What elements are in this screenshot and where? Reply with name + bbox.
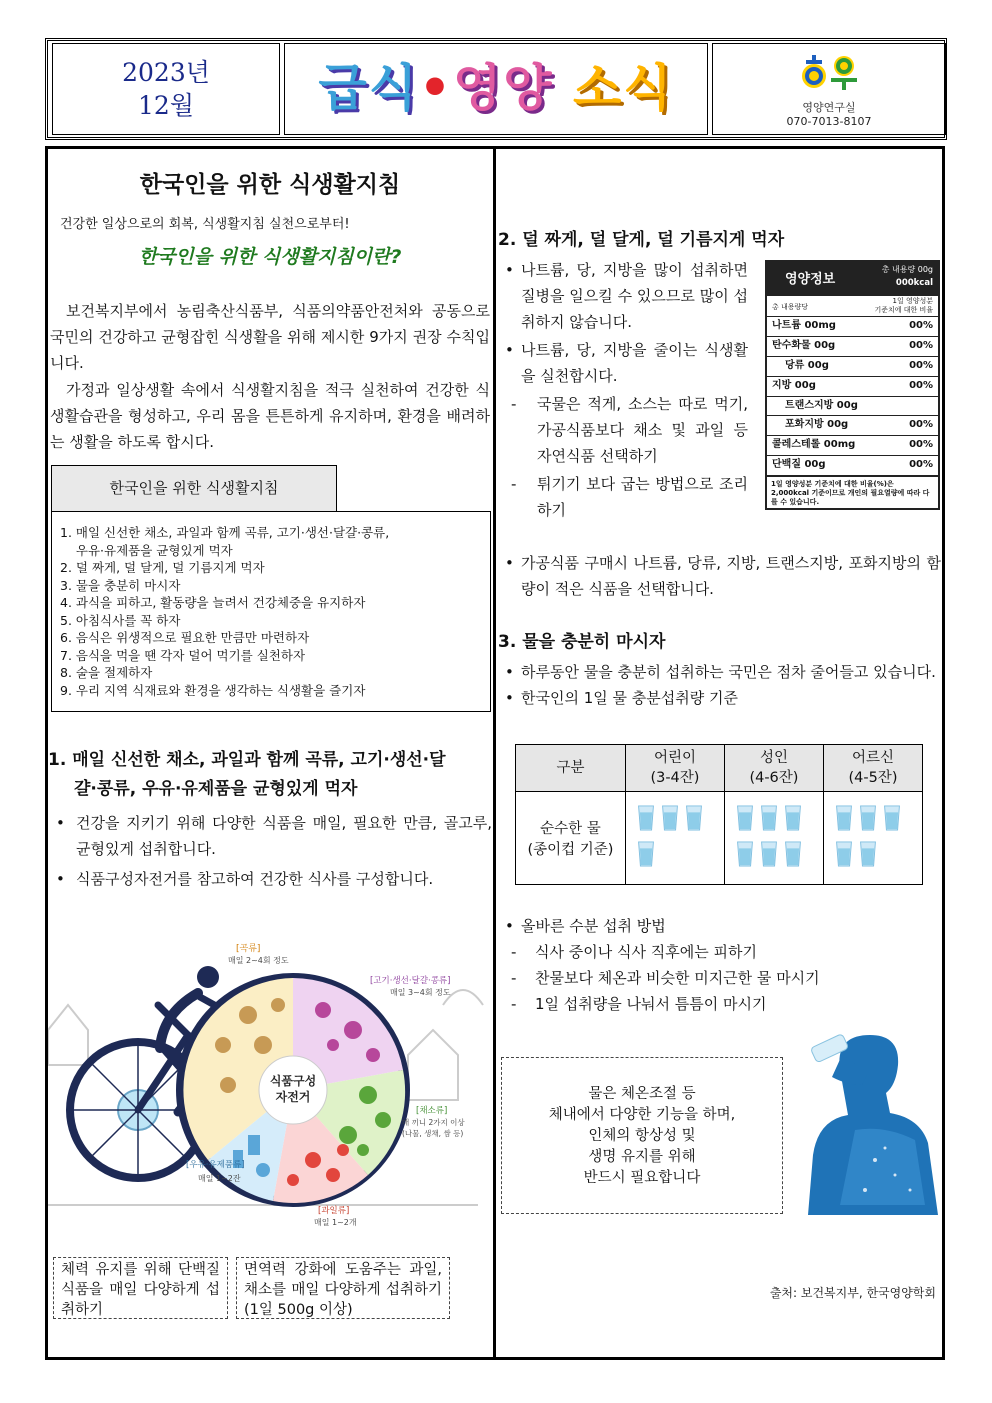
section-3-dash-1: 식사 중이나 식사 직후에는 피하기 [535,943,757,961]
list-item: - 1일 섭취량을 나눠서 틈틈이 마시기 [505,991,941,1017]
title-part-nutrition: 영양 [452,59,554,117]
nutrition-row [767,336,938,356]
guideline-item: 우유·유제품을 균형있게 먹자 [60,542,233,558]
table-header-child [625,745,724,792]
cups-child [625,792,724,885]
guideline-item: 3. 물을 충분히 마시자 [60,577,181,593]
list-item: - 식사 중이나 식사 직후에는 피하기 [505,939,941,965]
water-cup-icon [784,805,802,831]
guideline-item: 6. 음식은 위생적으로 필요한 만큼만 마련하자 [60,630,310,645]
source-credit: 출처: 보건복지부, 한국영양학회 [769,1286,936,1300]
wheel-fruit-sub: 매일 1~2개 [314,1218,357,1227]
org-logo [713,52,945,101]
wheel-dairy-label: [우유·유제품류] [186,1160,245,1170]
water-cup-icon [784,841,802,867]
nutrient-name: 포화지방 00g [785,419,849,431]
section-3-bullet-1: 하루동안 물을 충분히 섭취하는 국민은 점차 줄어들고 있습니다. [521,663,936,681]
list-item: • 한국인의 1일 물 충분섭취량 기준 [505,685,941,711]
guideline-item: 2. 덜 짜게, 덜 달게, 덜 기름지게 먹자 [60,560,265,575]
nutrition-row [767,396,938,416]
newsletter-header [45,38,947,140]
note-line: 물은 체온조절 등 [588,1086,696,1102]
header-label: 성인 [759,750,788,766]
guideline-question: 한국인을 위한 식생활지침이란? [138,246,402,268]
water-cup-icon [637,805,655,831]
org-phone: 070-7013-8107 [786,115,872,128]
list-item: • 식품구성자전거를 참고하여 건강한 식사를 구성합니다. [56,866,492,892]
guideline-item: 9. 우리 지역 식재료와 환경을 생각하는 식생활을 즐기자 [60,682,366,698]
water-cup-icon [859,805,877,831]
list-item: • 올바른 수분 섭취 방법 [505,913,941,939]
section-2-title: 2. 덜 짜게, 덜 달게, 덜 기름지게 먹자 [498,230,785,250]
org-dept: 영양연구실 [802,101,856,114]
header-cups: (4-5잔) [848,770,898,786]
section-1-bullet-2: 식품구성자전거를 참고하여 건강한 식사를 구성합니다. [76,870,434,888]
intro-paragraph-2: 가정과 일상생활 속에서 식생활지침을 적극 실천하여 건강한 식생활습관을 형성하고, 우리 몸을 튼튼하게 유지하며, 환경을 배려하는 생활을 하도록 합시다. [50,381,490,451]
nutrient-pct: 00% [909,339,933,351]
list-item: • 가공식품 구매시 나트륨, 당류, 지방, 트랜스지방, 포화지방의 함량이 적은 식품을 선택합니다. [505,550,941,602]
cups-senior [823,792,922,885]
nutrition-sub-left: 총 내용량당 [772,303,809,311]
section-3-dash-3: 1일 섭취량을 나눠서 틈틈이 마시기 [535,995,767,1013]
nutrient-pct: 00% [909,419,933,431]
water-cup-icon [685,805,703,831]
wheel-veg-sub2: (나물, 생채, 쌈 등) [402,1129,464,1138]
nutrition-row [767,356,938,376]
guideline-item: 7. 음식을 먹을 땐 각자 덜어 먹기를 실천하자 [60,647,306,663]
section-1-title-line1: 1. 매일 신선한 채소, 과일과 함께 곡류, 고기·생선·달 [48,750,446,770]
list-item: • 나트륨, 당, 지방을 많이 섭취하면 질병을 일으킬 수 있으므로 많이 섭취하지 않습니다. [505,257,748,335]
cups-adult [724,792,823,885]
note-line: 인체의 항상성 및 [588,1128,696,1144]
main-subtitle: 건강한 일상으로의 회복, 식생활지침 실천으로부터! [60,217,350,232]
nutrition-row [767,316,938,336]
header-label: 어린이 [653,750,696,766]
section-2-bullet-1: 나트륨, 당, 지방을 많이 섭취하면 질병을 일으킬 수 있으므로 많이 섭취하지 않습니다. [521,261,748,331]
section-2-dash-1: 국물은 적게, 소스는 따로 먹기, 가공식품보다 채소 및 과일 등 자연식품 선택하기 [537,395,748,465]
nutrition-row [767,455,938,475]
nutrient-name: 당류 00g [785,359,829,371]
wheel-veg-label: [채소류] [416,1106,448,1116]
water-cup-icon [883,805,901,831]
issue-year: 2023년 [122,58,210,87]
nutrient-name: 단백질 00g [772,459,826,471]
title-part-news: 소식 [573,59,674,117]
section-1-title-line2: 걀·콩류, 우유·유제품을 균형있게 먹자 [74,779,358,799]
water-cup-icon [736,841,754,867]
water-cup-icon [859,841,877,867]
nutrition-facts-label [765,260,940,510]
table-header-category: 구분 [516,745,626,792]
section-3-dash-2: 찬물보다 체온과 비슷한 미지근한 물 마시기 [535,969,820,987]
section-1-bullet-1: 건강을 지키기 위해 다양한 식품을 매일, 필요한 만큼, 골고루, 균형있게 섭취합니다. [76,814,492,858]
section-3-bullet-3: 올바른 수분 섭취 방법 [521,917,666,935]
guideline-item: 8. 술을 절제하자 [60,665,153,680]
list-item: - 찬물보다 체온과 비슷한 미지근한 물 마시기 [505,965,941,991]
list-item: - 튀기기 보다 굽는 방법으로 조리하기 [505,471,748,523]
table-row-label [516,792,626,885]
tip-box-protein: 체력 유지를 위해 단백질 식품을 매일 다양하게 섭취하기 [53,1257,228,1319]
section-3-method [505,913,941,1017]
nutrition-sub-right-2: 기준치에 대한 비율 [874,306,933,314]
water-cup-icon [760,805,778,831]
nutrient-name: 트랜스지방 00g [785,399,858,411]
nutrient-pct: 00% [909,379,933,391]
nutrient-name: 탄수화물 00g [772,339,836,351]
intro-paragraph-1: 보건복지부에서 농림축산식품부, 식품의약품안전처와 공동으로 국민의 건강하고 균형잡힌 식생활을 위해 제시한 9가지 권장 수칙입니다. [50,302,490,372]
list-item: • 건강을 지키기 위해 다양한 식품을 매일, 필요한 만큼, 골고루, 균형있게 섭취합니다. [56,810,492,862]
header-label: 어르신 [851,750,894,766]
section-1-title [48,746,496,804]
section-2-bullets [505,257,748,523]
note-line: 체내에서 다양한 기능을 하며, [548,1107,736,1123]
water-cup-icon [760,841,778,867]
nutrition-header [767,262,938,296]
issue-month: 12월 [138,91,194,120]
section-2-dash-2: 튀기기 보다 굽는 방법으로 조리하기 [537,475,748,519]
wheel-dairy-sub: 매일 1~2잔 [198,1174,241,1183]
section-2-bullet-3: 가공식품 구매시 나트륨, 당류, 지방, 트랜스지방, 포화지방의 함량이 적은 식품을 선택합니다. [521,554,941,598]
header-cups: (4-6잔) [749,770,799,786]
section-3-title: 3. 물을 충분히 마시자 [498,632,666,652]
title-dot: • [419,59,453,117]
issue-date [52,43,280,135]
nutrition-row [767,415,938,435]
water-cup-icon [736,805,754,831]
guideline-item: 1. 매일 신선한 채소, 과일과 함께 곡류, 고기·생선·달걀·콩류, [60,525,390,540]
water-cup-icon [661,805,679,831]
guideline-item: 5. 아침식사를 꼭 하자 [60,612,181,628]
table-header-adult [724,745,823,792]
list-item: - 국물은 적게, 소스는 따로 먹기, 가공식품보다 채소 및 과일 등 자연식품 선택하기 [505,391,748,469]
org-logo-block [712,43,946,135]
haw-logo-icon [799,52,859,92]
section-2-bullet-2: 나트륨, 당, 지방을 줄이는 식생활을 실천합시다. [521,341,748,385]
nutrient-pct: 00% [909,459,933,471]
water-importance-note [501,1057,783,1214]
nutrient-pct: 00% [909,439,933,451]
water-cup-icon [835,805,853,831]
section-3-bullet-2: 한국인의 1일 물 충분섭취량 기준 [521,689,738,707]
wheel-center-label-1: 식품구성 [269,1074,317,1088]
section-1-bullets [56,810,492,892]
wheel-grain-sub: 매일 2~4회 정도 [228,956,289,965]
drinking-water-person-illustration [795,1030,940,1215]
wheel-center-label-2: 자전거 [275,1090,311,1104]
list-item: • 나트륨, 당, 지방을 줄이는 식생활을 실천합시다. [505,337,748,389]
header-cups: (3-4잔) [650,770,700,786]
section-3-bullets [505,659,941,711]
nutrition-row [767,376,938,396]
nutrition-sub-right-1: 1일 영양성분 [892,297,933,305]
list-item: • 하루동안 물을 충분히 섭취하는 국민은 점차 줄어들고 있습니다. [505,659,941,685]
wheel-fruit-label: [과일류] [318,1206,350,1216]
guideline-item: 4. 과식을 피하고, 활동량을 늘려서 건강체중을 유지하자 [60,595,366,610]
guideline-list [51,511,491,712]
nutrition-title: 영양정보 [785,272,836,287]
water-intake-table [515,744,923,885]
wheel-grain-label: [곡류] [236,944,261,954]
nutrient-pct: 00% [909,320,933,331]
nutrition-subheader [767,296,938,316]
newsletter-title [284,43,708,135]
nutrient-name: 나트륨 00mg [772,320,836,331]
nutrient-pct: 00% [909,359,933,371]
nutrient-name: 지방 00g [772,379,816,391]
note-line: 생명 유지를 위해 [588,1149,696,1165]
nutrition-row [767,435,938,455]
nutrition-kcal: 000kcal [895,278,933,288]
water-cup-icon [835,841,853,867]
wheel-veg-sub: 매 끼니 2가지 이상 [402,1118,465,1127]
title-part-meal: 급식 [318,59,419,117]
wheel-meat-sub: 매일 3~4회 정도 [390,988,451,997]
water-cup-icon [637,841,655,867]
nutrient-name: 콜레스테롤 00mg [772,439,856,451]
wheel-meat-label: [고기·생선·달걀·콩류] [370,976,451,986]
table-header-senior [823,745,922,792]
row-label-line1: 순수한 물 [540,821,601,837]
tip-box-fruit-veg: 면역력 강화에 도움주는 과일, 채소를 매일 다양하게 섭취하기(1일 500g 이상) [236,1257,450,1319]
main-heading: 한국인을 위한 식생활지침 [139,172,401,198]
food-bicycle-illustration [48,935,488,1230]
guideline-box-title: 한국인을 위한 식생활지침 [51,465,337,511]
note-line: 반드시 필요합니다 [583,1170,701,1186]
nutrition-total: 총 내용량 00g [881,265,933,274]
row-label-line2: (종이컵 기준) [527,842,614,858]
nutrition-footnote: 1일 영양성분 기준치에 대한 비율(%)은 2,000kcal 기준이므로 개인의 필요열량에 따라 다를 수 있습니다. [767,475,938,510]
